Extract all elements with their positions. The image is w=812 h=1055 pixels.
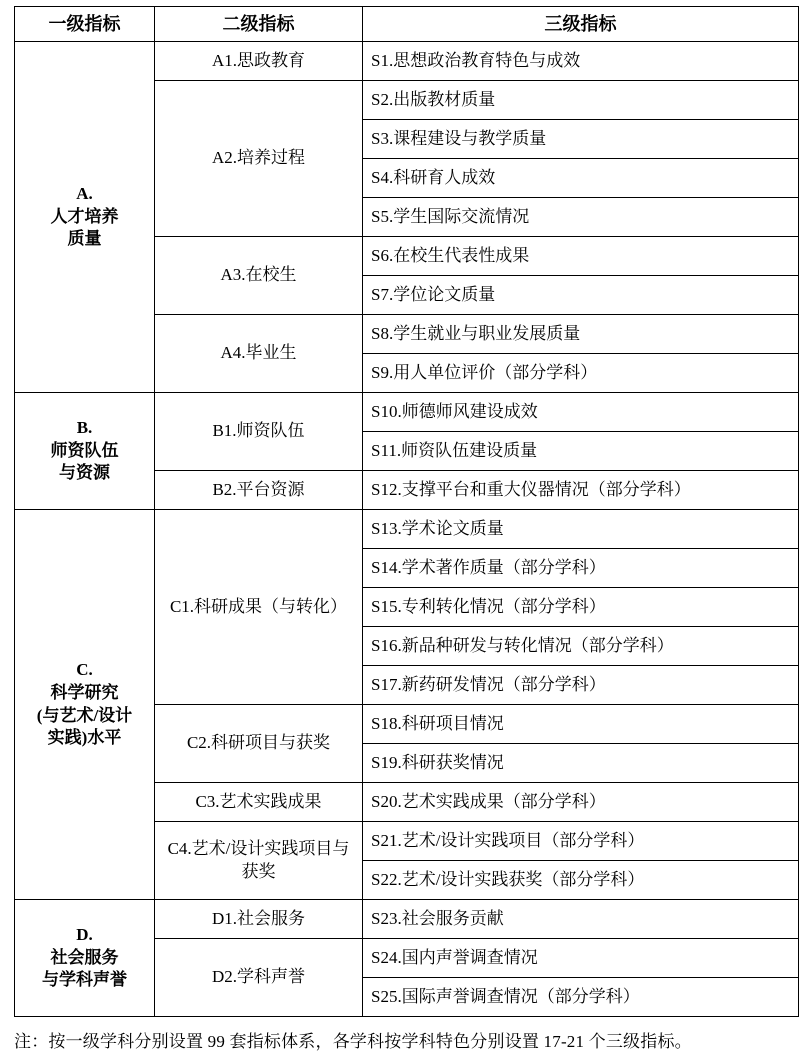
level3-indicator-cell: S16.新品种研发与转化情况（部分学科）	[363, 627, 799, 666]
level3-indicator-cell: S15.专利转化情况（部分学科）	[363, 588, 799, 627]
level2-indicator-cell: B1.师资队伍	[155, 393, 363, 471]
level3-indicator-cell: S11.师资队伍建设质量	[363, 432, 799, 471]
level3-indicator-cell: S2.出版教材质量	[363, 81, 799, 120]
level2-indicator-cell: C2.科研项目与获奖	[155, 705, 363, 783]
level1-indicator-cell: D. 社会服务 与学科声誉	[15, 900, 155, 1017]
level3-indicator-cell: S18.科研项目情况	[363, 705, 799, 744]
level3-indicator-cell: S7.学位论文质量	[363, 276, 799, 315]
level2-indicator-cell: D1.社会服务	[155, 900, 363, 939]
level1-indicator-cell: B. 师资队伍 与资源	[15, 393, 155, 510]
level3-indicator-cell: S13.学术论文质量	[363, 510, 799, 549]
level3-indicator-cell: S5.学生国际交流情况	[363, 198, 799, 237]
level1-indicator-cell: A. 人才培养 质量	[15, 42, 155, 393]
level3-indicator-cell: S10.师德师风建设成效	[363, 393, 799, 432]
table-note: 注：按一级学科分别设置 99 套指标体系，各学科按学科特色分别设置 17-21 个三级指标。	[14, 1032, 692, 1051]
level2-indicator-cell: C3.艺术实践成果	[155, 783, 363, 822]
level2-indicator-cell: C4.艺术/设计实践项目与获奖	[155, 822, 363, 900]
table-row	[15, 510, 799, 549]
level3-indicator-cell: S20.艺术实践成果（部分学科）	[363, 783, 799, 822]
level3-indicator-cell: S17.新药研发情况（部分学科）	[363, 666, 799, 705]
level2-indicator-cell: A4.毕业生	[155, 315, 363, 393]
column-header-level3: 三级指标	[363, 7, 799, 42]
level3-indicator-cell: S21.艺术/设计实践项目（部分学科）	[363, 822, 799, 861]
level2-indicator-cell: A3.在校生	[155, 237, 363, 315]
level2-indicator-cell: C1.科研成果（与转化）	[155, 510, 363, 705]
level1-indicator-cell: C. 科学研究 (与艺术/设计 实践)水平	[15, 510, 155, 900]
level3-indicator-cell: S14.学术著作质量（部分学科）	[363, 549, 799, 588]
level3-indicator-cell: S9.用人单位评价（部分学科）	[363, 354, 799, 393]
level2-indicator-cell: A2.培养过程	[155, 81, 363, 237]
table-body	[15, 42, 799, 1017]
level3-indicator-cell: S3.课程建设与教学质量	[363, 120, 799, 159]
level3-indicator-cell: S1.思想政治教育特色与成效	[363, 42, 799, 81]
level3-indicator-cell: S22.艺术/设计实践获奖（部分学科）	[363, 861, 799, 900]
table-row	[15, 900, 799, 939]
level3-indicator-cell: S8.学生就业与职业发展质量	[363, 315, 799, 354]
table-row	[15, 42, 799, 81]
column-header-level2: 二级指标	[155, 7, 363, 42]
level2-indicator-cell: D2.学科声誉	[155, 939, 363, 1017]
level3-indicator-cell: S12.支撑平台和重大仪器情况（部分学科）	[363, 471, 799, 510]
level3-indicator-cell: S4.科研育人成效	[363, 159, 799, 198]
level3-indicator-cell: S19.科研获奖情况	[363, 744, 799, 783]
column-header-level1: 一级指标	[15, 7, 155, 42]
level3-indicator-cell: S24.国内声誉调查情况	[363, 939, 799, 978]
header-row	[15, 7, 799, 42]
level3-indicator-cell: S25.国际声誉调查情况（部分学科）	[363, 978, 799, 1017]
indicator-matrix-table	[14, 6, 799, 1017]
level3-indicator-cell: S23.社会服务贡献	[363, 900, 799, 939]
level3-indicator-cell: S6.在校生代表性成果	[363, 237, 799, 276]
table-header	[15, 7, 799, 42]
level2-indicator-cell: A1.思政教育	[155, 42, 363, 81]
level2-indicator-cell: B2.平台资源	[155, 471, 363, 510]
table-row	[15, 393, 799, 432]
